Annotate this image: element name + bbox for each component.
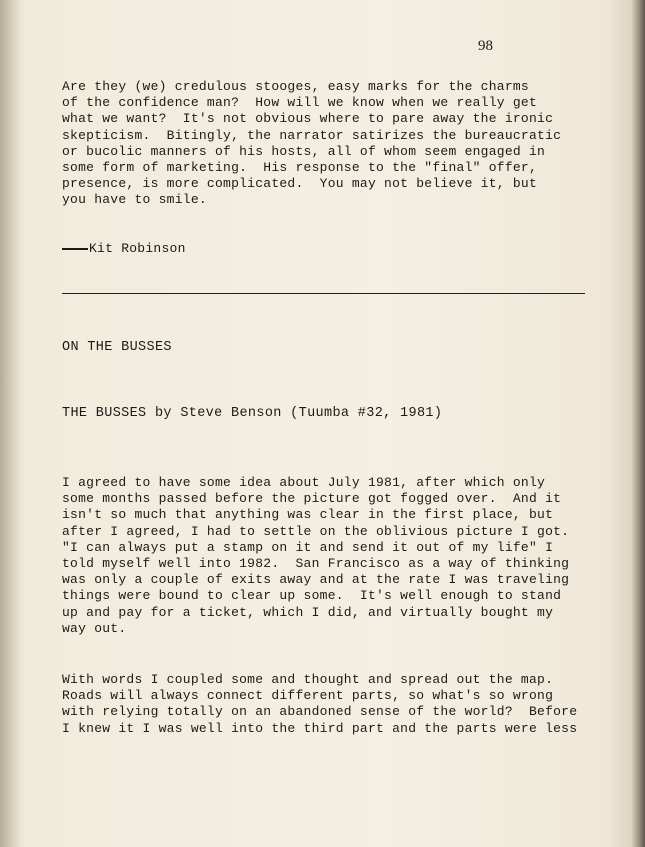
- body-paragraph-1: [62, 475, 569, 637]
- text-line: skepticism. Bitingly, the narrator satirizes the bureaucratic: [62, 127, 562, 143]
- page-edge-shadow: [631, 0, 645, 847]
- text-line: what we want? It's not obvious where to pare away the ironic: [62, 111, 554, 127]
- text-line: of the confidence man? How will we know when we really get: [62, 95, 538, 111]
- text-line: you have to smile.: [62, 192, 207, 208]
- review-paragraph: [62, 79, 561, 209]
- text-line: with relying totally on an abandoned sense of the world? Before: [62, 704, 578, 720]
- review-signature: [62, 241, 186, 256]
- body-paragraph-2: [62, 672, 577, 737]
- text-line: isn't so much that anything was clear in the first place, but: [62, 507, 554, 523]
- text-line: way out.: [62, 620, 127, 636]
- text-line: Roads will always connect different parts, so what's so wrong: [62, 688, 554, 704]
- section-divider: [62, 293, 585, 294]
- em-dash-mark: [62, 248, 88, 250]
- text-line: things were bound to clear up some. It's well enough to stand: [62, 588, 562, 604]
- section-heading: ON THE BUSSES: [62, 340, 172, 355]
- text-line: I knew it I was well into the third part and the parts were less: [62, 720, 578, 736]
- text-line: some form of marketing. His response to the "final" offer,: [62, 160, 538, 176]
- signature-name: Kit Robinson: [89, 241, 186, 256]
- text-line: or bucolic manners of his hosts, all of whom seem engaged in: [62, 143, 546, 159]
- text-line: Are they (we) credulous stooges, easy marks for the charms: [62, 79, 529, 94]
- text-line: With words I coupled some and thought and spread out the map.: [62, 672, 554, 687]
- text-line: some months passed before the picture got fogged over. And it: [62, 491, 562, 507]
- text-line: I agreed to have some idea about July 1981, after which only: [62, 475, 546, 490]
- binding-gutter-shadow: [0, 0, 22, 847]
- text-line: after I agreed, I had to settle on the oblivious picture I got.: [62, 523, 570, 539]
- text-line: up and pay for a ticket, which I did, and virtually bought my: [62, 604, 554, 620]
- text-line: told myself well into 1982. San Francisco as a way of thinking: [62, 556, 570, 572]
- book-title: THE BUSSES by Steve Benson (Tuumba #32, 1981): [62, 406, 443, 421]
- text-line: presence, is more complicated. You may not believe it, but: [62, 176, 538, 192]
- text-line: was only a couple of exits away and at the rate I was traveling: [62, 572, 570, 588]
- text-line: "I can always put a stamp on it and send it out of my life" I: [62, 539, 554, 555]
- page-number: 98: [478, 38, 493, 54]
